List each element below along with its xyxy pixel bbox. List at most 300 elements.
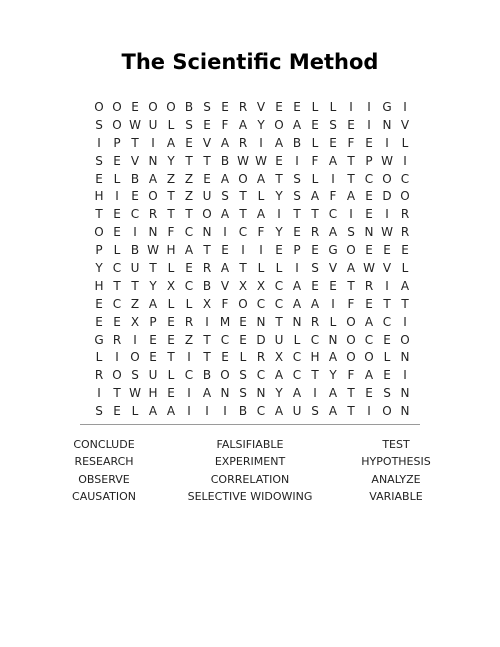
grid-letter: C bbox=[328, 207, 338, 222]
word-bank-item: VARIABLE bbox=[369, 490, 423, 504]
grid-letter: T bbox=[203, 350, 211, 365]
grid-letter: T bbox=[347, 153, 355, 168]
grid-letter: T bbox=[347, 386, 355, 401]
grid-letter: O bbox=[400, 332, 410, 347]
grid-letter: L bbox=[113, 171, 121, 186]
grid-letter: Y bbox=[329, 368, 337, 383]
grid-letter: N bbox=[256, 314, 266, 329]
grid-letter: E bbox=[113, 225, 121, 240]
grid-letter: S bbox=[239, 368, 247, 383]
grid-letter: A bbox=[220, 261, 230, 276]
grid-letter: O bbox=[346, 350, 356, 365]
grid-letter: E bbox=[167, 332, 175, 347]
grid-letter: O bbox=[148, 189, 158, 204]
grid-letter: T bbox=[347, 171, 355, 186]
word-bank-item: OBSERVE bbox=[78, 472, 130, 486]
grid-letter: I bbox=[259, 135, 263, 150]
grid-letter: A bbox=[346, 189, 356, 204]
grid-letter: E bbox=[131, 100, 139, 114]
grid-letter: N bbox=[256, 386, 266, 401]
grid-letter: N bbox=[220, 386, 230, 401]
grid-row bbox=[90, 332, 414, 350]
grid-letter: E bbox=[185, 261, 193, 276]
grid-letter: I bbox=[133, 225, 137, 240]
grid-letter: Y bbox=[95, 261, 103, 276]
grid-letter: R bbox=[256, 350, 266, 365]
grid-letter: R bbox=[238, 100, 248, 114]
grid-letter: R bbox=[238, 135, 248, 150]
grid-letter: Z bbox=[166, 171, 176, 186]
grid-letter: O bbox=[148, 100, 158, 114]
grid-letter: A bbox=[292, 386, 302, 401]
grid-letter: L bbox=[239, 350, 247, 365]
grid-letter: T bbox=[131, 278, 139, 293]
grid-letter: W bbox=[381, 153, 393, 168]
grid-letter: T bbox=[311, 207, 319, 222]
grid-letter: T bbox=[347, 404, 355, 419]
grid-letter: Z bbox=[130, 296, 140, 311]
grid-letter: E bbox=[203, 171, 211, 186]
grid-letter: E bbox=[293, 100, 301, 114]
grid-letter: Z bbox=[184, 189, 194, 204]
grid-letter: O bbox=[94, 225, 104, 240]
grid-letter: A bbox=[238, 117, 248, 132]
grid-letter: I bbox=[241, 243, 245, 258]
grid-letter: E bbox=[293, 225, 301, 240]
grid-letter: F bbox=[311, 153, 319, 168]
grid-letter: O bbox=[274, 117, 284, 132]
grid-letter: X bbox=[202, 296, 212, 311]
grid-letter: E bbox=[95, 171, 103, 186]
grid-letter: E bbox=[239, 332, 247, 347]
grid-letter: S bbox=[293, 171, 301, 186]
grid-letter: A bbox=[220, 207, 230, 222]
grid-letter: L bbox=[167, 296, 175, 311]
grid-letter: C bbox=[238, 225, 248, 240]
grid-letter: N bbox=[382, 117, 392, 132]
grid-letter: X bbox=[256, 278, 266, 293]
grid-letter: I bbox=[403, 100, 407, 114]
grid-row bbox=[90, 99, 414, 117]
grid-letter: T bbox=[293, 207, 301, 222]
word-bank-row bbox=[44, 436, 456, 453]
grid-row bbox=[90, 135, 414, 153]
grid-letter: E bbox=[131, 189, 139, 204]
grid-letter: A bbox=[400, 278, 410, 293]
grid-letter: T bbox=[311, 368, 319, 383]
grid-letter: B bbox=[184, 100, 194, 114]
grid-letter: B bbox=[130, 243, 140, 258]
grid-row bbox=[90, 367, 414, 385]
grid-letter: S bbox=[311, 261, 319, 276]
grid-letter: L bbox=[167, 117, 175, 132]
grid-letter: O bbox=[346, 243, 356, 258]
grid-letter: Y bbox=[275, 386, 283, 401]
grid-letter: L bbox=[167, 261, 175, 276]
grid-letter: S bbox=[239, 386, 247, 401]
grid-letter: B bbox=[202, 368, 212, 383]
grid-letter: I bbox=[151, 135, 155, 150]
grid-letter: E bbox=[383, 368, 391, 383]
grid-letter: B bbox=[292, 135, 302, 150]
grid-letter: F bbox=[221, 296, 229, 311]
grid-letter: A bbox=[148, 404, 158, 419]
grid-letter: C bbox=[364, 332, 374, 347]
grid-letter: E bbox=[239, 314, 247, 329]
grid-letter: T bbox=[167, 207, 175, 222]
grid-letter: E bbox=[311, 278, 319, 293]
grid-letter: O bbox=[238, 171, 248, 186]
grid-letter: V bbox=[328, 261, 338, 276]
grid-letter: W bbox=[129, 386, 141, 401]
grid-letter: N bbox=[400, 350, 410, 365]
grid-letter: A bbox=[328, 350, 338, 365]
grid-letter: S bbox=[95, 117, 103, 132]
grid-letter: S bbox=[131, 368, 139, 383]
grid-letter: S bbox=[203, 100, 211, 114]
grid-letter: N bbox=[400, 386, 410, 401]
grid-letter: C bbox=[400, 171, 410, 186]
grid-letter: L bbox=[131, 404, 139, 419]
grid-letter: O bbox=[112, 368, 122, 383]
grid-letter: A bbox=[220, 135, 230, 150]
grid-letter: P bbox=[95, 243, 103, 258]
grid-letter: Y bbox=[275, 225, 283, 240]
grid-letter: C bbox=[310, 332, 320, 347]
grid-letter: X bbox=[166, 278, 176, 293]
grid-letter: T bbox=[203, 332, 211, 347]
grid-letter: E bbox=[365, 135, 373, 150]
grid-letter: I bbox=[295, 153, 299, 168]
grid-row bbox=[90, 296, 414, 314]
grid-letter: T bbox=[239, 261, 247, 276]
grid-letter: T bbox=[149, 261, 157, 276]
grid-letter: E bbox=[113, 404, 121, 419]
grid-letter: E bbox=[113, 153, 121, 168]
grid-letter: X bbox=[274, 350, 284, 365]
letter-grid bbox=[90, 99, 414, 421]
grid-letter: F bbox=[329, 189, 337, 204]
grid-letter: L bbox=[329, 314, 337, 329]
grid-letter: A bbox=[202, 386, 212, 401]
grid-letter: S bbox=[221, 189, 229, 204]
grid-letter: H bbox=[94, 278, 104, 293]
grid-letter: E bbox=[275, 100, 283, 114]
grid-letter: T bbox=[113, 278, 121, 293]
grid-letter: L bbox=[293, 332, 301, 347]
grid-letter: E bbox=[347, 117, 355, 132]
grid-letter: A bbox=[292, 296, 302, 311]
grid-letter: M bbox=[219, 314, 231, 329]
grid-letter: O bbox=[400, 189, 410, 204]
grid-letter: Z bbox=[184, 332, 194, 347]
grid-letter: C bbox=[184, 225, 194, 240]
grid-letter: E bbox=[311, 243, 319, 258]
grid-letter: C bbox=[256, 404, 266, 419]
grid-letter: I bbox=[97, 135, 101, 150]
grid-row bbox=[90, 403, 414, 421]
grid-letter: E bbox=[221, 100, 229, 114]
grid-letter: S bbox=[383, 386, 391, 401]
word-bank-item: FALSIFIABLE bbox=[216, 438, 284, 452]
grid-letter: I bbox=[133, 332, 137, 347]
grid-letter: I bbox=[277, 207, 281, 222]
divider bbox=[80, 424, 420, 425]
grid-letter: A bbox=[346, 261, 356, 276]
grid-letter: I bbox=[115, 350, 119, 365]
grid-row bbox=[90, 224, 414, 242]
grid-letter: W bbox=[237, 153, 249, 168]
grid-letter: C bbox=[220, 332, 230, 347]
grid-letter: N bbox=[202, 225, 212, 240]
grid-letter: T bbox=[167, 350, 175, 365]
grid-letter: I bbox=[205, 404, 209, 419]
grid-letter: O bbox=[346, 314, 356, 329]
grid-letter: S bbox=[329, 117, 337, 132]
grid-letter: C bbox=[256, 368, 266, 383]
grid-letter: A bbox=[184, 243, 194, 258]
grid-letter: V bbox=[400, 117, 410, 132]
grid-letter: I bbox=[403, 368, 407, 383]
grid-letter: R bbox=[94, 368, 104, 383]
grid-letter: Y bbox=[167, 153, 175, 168]
grid-letter: L bbox=[329, 100, 337, 114]
grid-letter: I bbox=[187, 350, 191, 365]
grid-letter: A bbox=[310, 296, 320, 311]
grid-letter: B bbox=[202, 278, 212, 293]
grid-letter: A bbox=[256, 171, 266, 186]
grid-letter: E bbox=[365, 386, 373, 401]
grid-row bbox=[90, 278, 414, 296]
grid-letter: H bbox=[148, 386, 158, 401]
grid-letter: C bbox=[184, 278, 194, 293]
grid-letter: E bbox=[113, 207, 121, 222]
grid-letter: L bbox=[257, 189, 265, 204]
grid-letter: E bbox=[203, 117, 211, 132]
grid-row bbox=[90, 314, 414, 332]
grid-letter: E bbox=[275, 243, 283, 258]
grid-letter: C bbox=[292, 368, 302, 383]
grid-letter: T bbox=[167, 189, 175, 204]
grid-letter: N bbox=[328, 332, 338, 347]
word-bank-item: CORRELATION bbox=[210, 472, 290, 486]
grid-letter: S bbox=[95, 404, 103, 419]
grid-letter: O bbox=[112, 100, 122, 114]
grid-letter: T bbox=[347, 278, 355, 293]
grid-letter: W bbox=[147, 243, 159, 258]
grid-letter: E bbox=[401, 243, 409, 258]
grid-letter: I bbox=[223, 404, 227, 419]
grid-letter: V bbox=[202, 135, 212, 150]
grid-letter: I bbox=[367, 117, 371, 132]
grid-letter: C bbox=[364, 171, 374, 186]
grid-row bbox=[90, 188, 414, 206]
grid-letter: N bbox=[364, 225, 374, 240]
grid-letter: I bbox=[385, 278, 389, 293]
page-title: The Scientific Method bbox=[121, 50, 379, 74]
grid-letter: L bbox=[401, 135, 409, 150]
grid-letter: L bbox=[167, 368, 175, 383]
grid-letter: C bbox=[130, 207, 140, 222]
grid-letter: F bbox=[347, 296, 355, 311]
grid-letter: E bbox=[221, 243, 229, 258]
grid-letter: N bbox=[148, 225, 158, 240]
grid-letter: C bbox=[112, 296, 122, 311]
grid-letter: C bbox=[112, 261, 122, 276]
grid-letter: T bbox=[239, 207, 247, 222]
word-bank-item: RESEARCH bbox=[74, 455, 134, 469]
grid-letter: A bbox=[364, 368, 374, 383]
grid-letter: T bbox=[131, 135, 139, 150]
grid-letter: T bbox=[383, 296, 391, 311]
grid-letter: O bbox=[364, 350, 374, 365]
grid-letter: U bbox=[148, 368, 158, 383]
grid-letter: I bbox=[331, 296, 335, 311]
grid-letter: A bbox=[148, 296, 158, 311]
grid-letter: R bbox=[400, 207, 410, 222]
grid-letter: T bbox=[113, 386, 121, 401]
grid-letter: U bbox=[148, 117, 158, 132]
grid-letter: I bbox=[349, 100, 353, 114]
grid-letter: E bbox=[275, 153, 283, 168]
grid-letter: L bbox=[383, 350, 391, 365]
grid-letter: T bbox=[203, 153, 211, 168]
grid-letter: E bbox=[365, 243, 373, 258]
grid-letter: E bbox=[167, 314, 175, 329]
grid-letter: I bbox=[187, 386, 191, 401]
grid-letter: H bbox=[94, 189, 104, 204]
grid-letter: R bbox=[112, 332, 122, 347]
grid-letter: P bbox=[149, 314, 157, 329]
grid-letter: I bbox=[349, 207, 353, 222]
grid-letter: E bbox=[95, 314, 103, 329]
grid-row bbox=[90, 242, 414, 260]
grid-letter: F bbox=[347, 135, 355, 150]
grid-letter: T bbox=[275, 314, 283, 329]
grid-letter: T bbox=[275, 171, 283, 186]
grid-row bbox=[90, 349, 414, 367]
grid-letter: A bbox=[364, 314, 374, 329]
word-bank bbox=[44, 436, 456, 505]
grid-row bbox=[90, 153, 414, 171]
grid-letter: C bbox=[382, 314, 392, 329]
grid-letter: G bbox=[382, 100, 392, 114]
grid-letter: F bbox=[221, 117, 229, 132]
grid-letter: E bbox=[311, 117, 319, 132]
grid-letter: I bbox=[187, 404, 191, 419]
grid-letter: T bbox=[185, 207, 193, 222]
grid-letter: R bbox=[364, 278, 374, 293]
grid-letter: N bbox=[400, 404, 410, 419]
grid-letter: A bbox=[328, 225, 338, 240]
grid-letter: I bbox=[295, 261, 299, 276]
grid-letter: A bbox=[292, 117, 302, 132]
word-bank-item: TEST bbox=[382, 438, 410, 452]
grid-letter: F bbox=[347, 368, 355, 383]
word-bank-item: EXPERIMENT bbox=[214, 455, 286, 469]
grid-letter: U bbox=[274, 332, 284, 347]
grid-letter: I bbox=[385, 207, 389, 222]
grid-letter: R bbox=[202, 261, 212, 276]
grid-letter: L bbox=[311, 135, 319, 150]
grid-letter: X bbox=[130, 314, 140, 329]
grid-letter: E bbox=[149, 350, 157, 365]
grid-letter: O bbox=[112, 117, 122, 132]
grid-letter: L bbox=[401, 261, 409, 276]
grid-letter: L bbox=[95, 350, 103, 365]
grid-letter: R bbox=[310, 314, 320, 329]
word-bank-item: HYPOTHESIS bbox=[361, 455, 431, 469]
grid-letter: L bbox=[311, 171, 319, 186]
grid-letter: N bbox=[292, 314, 302, 329]
grid-letter: I bbox=[367, 100, 371, 114]
grid-letter: D bbox=[256, 332, 266, 347]
grid-letter: A bbox=[310, 189, 320, 204]
grid-letter: O bbox=[166, 100, 176, 114]
word-bank-item: SELECTIVE WIDOWING bbox=[187, 490, 313, 504]
grid-letter: C bbox=[256, 296, 266, 311]
grid-letter: A bbox=[328, 386, 338, 401]
grid-letter: A bbox=[274, 135, 284, 150]
grid-letter: A bbox=[274, 404, 284, 419]
grid-row bbox=[90, 206, 414, 224]
grid-letter: T bbox=[239, 189, 247, 204]
grid-letter: E bbox=[365, 189, 373, 204]
grid-letter: N bbox=[148, 153, 158, 168]
grid-row bbox=[90, 385, 414, 403]
grid-letter: Y bbox=[149, 278, 157, 293]
word-bank-item: CAUSATION bbox=[72, 490, 136, 504]
grid-letter: L bbox=[311, 100, 319, 114]
grid-letter: R bbox=[310, 225, 320, 240]
grid-letter: E bbox=[113, 314, 121, 329]
grid-letter: L bbox=[113, 243, 121, 258]
grid-letter: T bbox=[401, 296, 409, 311]
grid-letter: A bbox=[256, 207, 266, 222]
grid-letter: A bbox=[328, 404, 338, 419]
grid-row bbox=[90, 260, 414, 278]
grid-letter: O bbox=[238, 296, 248, 311]
grid-letter: L bbox=[185, 296, 193, 311]
grid-letter: V bbox=[130, 153, 140, 168]
grid-letter: I bbox=[313, 386, 317, 401]
grid-letter: O bbox=[346, 332, 356, 347]
grid-letter: H bbox=[166, 243, 176, 258]
grid-letter: E bbox=[95, 296, 103, 311]
word-bank-item: CONCLUDE bbox=[73, 438, 135, 452]
grid-letter: T bbox=[185, 153, 193, 168]
grid-row bbox=[90, 117, 414, 135]
grid-letter: D bbox=[382, 189, 392, 204]
grid-letter: O bbox=[202, 207, 212, 222]
grid-letter: B bbox=[238, 404, 248, 419]
grid-letter: O bbox=[220, 368, 230, 383]
grid-letter: I bbox=[205, 314, 209, 329]
grid-letter: A bbox=[220, 171, 230, 186]
grid-letter: A bbox=[166, 135, 176, 150]
grid-letter: L bbox=[257, 261, 265, 276]
grid-letter: F bbox=[167, 225, 175, 240]
grid-letter: S bbox=[293, 189, 301, 204]
grid-letter: A bbox=[166, 404, 176, 419]
grid-letter: O bbox=[94, 100, 104, 114]
grid-letter: F bbox=[257, 225, 265, 240]
grid-letter: W bbox=[363, 261, 375, 276]
grid-letter: V bbox=[382, 261, 392, 276]
grid-letter: P bbox=[365, 153, 373, 168]
grid-letter: O bbox=[130, 350, 140, 365]
grid-letter: P bbox=[293, 243, 301, 258]
